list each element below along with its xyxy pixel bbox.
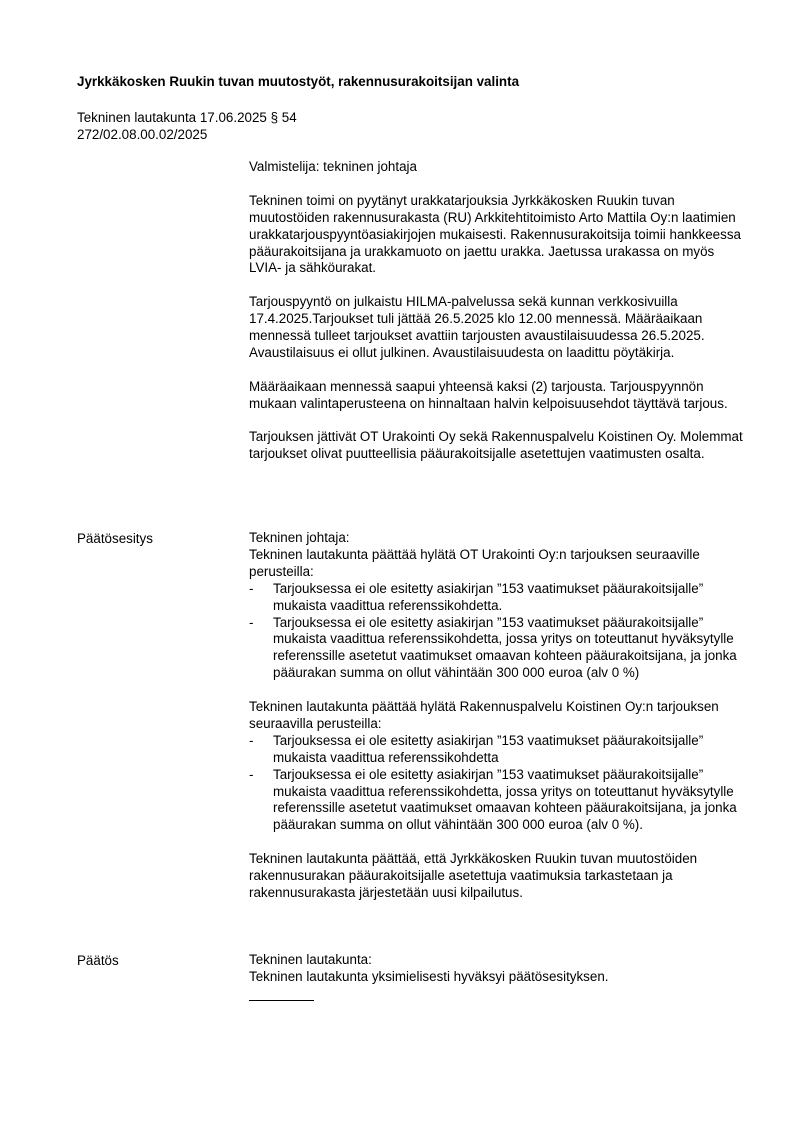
rejection-list: [249, 581, 749, 682]
list-item: - Tarjouksessa ei ole esitetty asiakirjan ”153 vaatimukset pääurakoitsijalle” mukaista vaadittua referenssikohdetta.: [249, 581, 749, 615]
proposal-label: Päätösesitys: [77, 531, 153, 546]
record-number: 272/02.08.00.02/2025: [77, 127, 208, 142]
preparation-section: [249, 159, 749, 480]
preparation-paragraph: Tarjouspyyntö on julkaistu HILMA-palvelussa sekä kunnan verkkosivuilla 17.4.2025.Tarjoukset tuli jättää 26.5.2025 klo 12.00 mennessä. Määräaikaan mennessä tulleet tarjoukset avattiin tarjousten avaustilaisuudessa 26.5.2025. Avaustilaisuus ei ollut julkinen. Avaustilaisuudesta on laadittu pöytäkirja.: [249, 294, 705, 360]
decision-text: Tekninen lautakunta yksimielisesti hyväksyi päätösesityksen.: [249, 968, 609, 984]
decision-label: Päätös: [77, 953, 119, 968]
decision-section: [249, 952, 749, 986]
meeting-line: Tekninen lautakunta 17.06.2025 § 54: [77, 110, 297, 125]
document-title: Jyrkkäkosken Ruukin tuvan muutostyöt, rakennusurakoitsijan valinta: [77, 74, 520, 89]
list-item: - Tarjouksessa ei ole esitetty asiakirjan ”153 vaatimukset pääurakoitsijalle” mukaista vaadittua referenssikohdetta, jossa yritys on toteuttanut hyväksytylle referenssille asetetut vaatimukset omaavan kohteen pääurakoitsijana, ja jonka pääurakan summa on ollut vähintään 300 000 euroa (alv 0 %).: [249, 767, 749, 835]
proposal-section: [249, 530, 749, 919]
list-item: - Tarjouksessa ei ole esitetty asiakirjan ”153 vaatimukset pääurakoitsijalle” mukaista vaadittua referenssikohdetta: [249, 733, 749, 767]
decision-body: Tekninen lautakunta:: [249, 952, 372, 967]
rejection-list: [249, 733, 749, 834]
proposal-conclusion: Tekninen lautakunta päättää, että Jyrkkäkosken Ruukin tuvan muutostöiden rakennusurakan pääurakoitsijalle asetettuja vaatimuksia tarkastetaan ja rakennusurakasta järjestetään uusi kilpailutus.: [249, 851, 698, 900]
rejection-intro: Tekninen lautakunta päättää hylätä OT Urakointi Oy:n tarjouksen seuraaville perusteilla:: [249, 546, 700, 579]
rejection-intro: Tekninen lautakunta päättää hylätä Rakennuspalvelu Koistinen Oy:n tarjouksen seuraavilla perusteilla:: [249, 699, 719, 731]
preparation-paragraph: Tarjouksen jättivät OT Urakointi Oy sekä Rakennuspalvelu Koistinen Oy. Molemmat tarjoukset olivat puutteellisia pääurakoitsijalle asetettujen vaatimusten osalta.: [249, 429, 743, 462]
end-divider: [249, 1000, 314, 1001]
preparation-paragraph: Tekninen toimi on pyytänyt urakkatarjouksia Jyrkkäkosken Ruukin tuvan muutostöiden rakennusurakasta (RU) Arkkitehtitoimisto Arto Mattila Oy:n laatimien urakkatarjouspyyntöasiakirjojen mukaisesti. Rakennusurakoitsija toimii hankkeessa pääurakoitsijana ja urakkamuoto on jaettu urakka. Jaetussa urakassa on myös LVIA- ja sähköurakat.: [249, 192, 741, 276]
list-item: - Tarjouksessa ei ole esitetty asiakirjan ”153 vaatimukset pääurakoitsijalle” mukaista vaadittua referenssikohdetta, jossa yritys on toteuttanut hyväksytylle referenssille asetetut vaatimukset omaavan kohteen pääurakoitsijana, ja jonka pääurakan summa on ollut vähintään 300 000 euroa (alv 0 %): [249, 615, 749, 683]
preparer-line: Valmistelija: tekninen johtaja: [249, 159, 417, 174]
proposer-line: Tekninen johtaja:: [249, 530, 350, 545]
meeting-info: [77, 109, 297, 143]
preparation-paragraph: Määräaikaan mennessä saapui yhteensä kaksi (2) tarjousta. Tarjouspyynnön mukaan valintaperusteena on hinnaltaan halvin kelpoisuusehdot täyttävä tarjous.: [249, 378, 728, 411]
